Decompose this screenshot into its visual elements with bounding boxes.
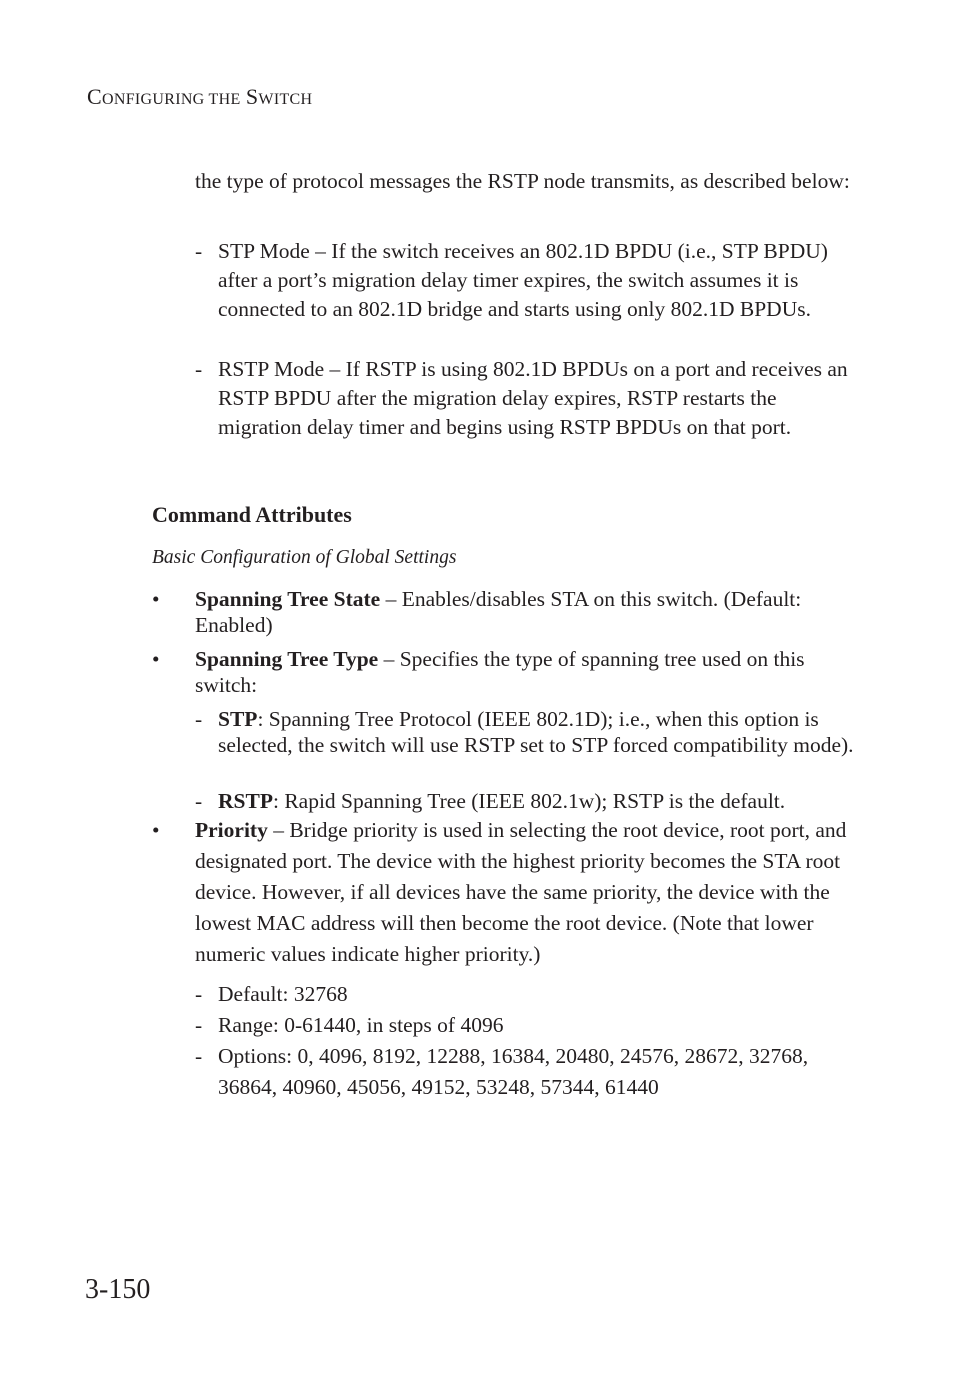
bullet-marker: • bbox=[152, 818, 160, 842]
header-rest-2: WITCH bbox=[258, 91, 313, 108]
term-label: Priority bbox=[195, 818, 268, 842]
term-label: RSTP bbox=[218, 789, 273, 813]
header-cap-1: C bbox=[87, 84, 102, 109]
dash-marker: - bbox=[195, 982, 203, 1006]
page-number: 3-150 bbox=[85, 1274, 151, 1305]
item-description: – Bridge priority is used in selecting the root device, root port, and designated port. The device with the highest priority becomes the STA root device. However, if all devices have the same priority, the device with the lowest MAC address will then become the root device. (Note that lower numeric values indicate higher priority.) bbox=[195, 818, 847, 966]
dash-marker: - bbox=[195, 1044, 203, 1068]
priority-options-item bbox=[195, 1041, 855, 1103]
stp-mode-item bbox=[195, 237, 855, 324]
item-description: – Specifies the type of spanning tree used on this switch: bbox=[195, 647, 805, 697]
priority-range-item bbox=[195, 1010, 855, 1041]
running-header bbox=[87, 84, 312, 110]
item-description: : Rapid Spanning Tree (IEEE 802.1w); RSTP is the default. bbox=[272, 789, 786, 813]
bullet-marker: • bbox=[152, 647, 160, 671]
dash-marker: - bbox=[195, 1013, 203, 1037]
item-description: Options: 0, 4096, 8192, 12288, 16384, 20480, 24576, 28672, 32768, 36864, 40960, 45056, 49152, 53248, 57344, 61440 bbox=[218, 1044, 809, 1099]
intro-paragraph: the type of protocol messages the RSTP node transmits, as described below: bbox=[195, 169, 850, 193]
dash-marker: - bbox=[195, 239, 203, 263]
spanning-tree-state-item bbox=[152, 586, 855, 638]
section-heading: Command Attributes bbox=[152, 502, 352, 527]
section-subheading: Basic Configuration of Global Settings bbox=[152, 547, 457, 568]
priority-item bbox=[152, 815, 855, 970]
spanning-tree-type-item bbox=[152, 646, 855, 698]
bullet-marker: • bbox=[152, 587, 160, 611]
priority-default-item bbox=[195, 979, 855, 1010]
stp-option-item bbox=[195, 706, 855, 758]
term-label: Spanning Tree Type bbox=[195, 647, 379, 671]
stp-mode-text: STP Mode – If the switch receives an 802.1D BPDU (i.e., STP BPDU) after a port’s migration delay timer expires, the switch assumes it is connected to an 802.1D bridge and starts using only 802.1D BPDUs. bbox=[218, 239, 828, 321]
dash-marker: - bbox=[195, 789, 203, 813]
term-label: Spanning Tree State bbox=[195, 587, 381, 611]
item-description: : Spanning Tree Protocol (IEEE 802.1D); i.e., when this option is selected, the switch will use RSTP set to STP forced compatibility mode). bbox=[218, 707, 854, 757]
rstp-option-item bbox=[195, 788, 855, 814]
dash-marker: - bbox=[195, 707, 203, 731]
header-cap-2: S bbox=[245, 84, 259, 109]
item-description: – Enables/disables STA on this switch. (Default: Enabled) bbox=[195, 587, 802, 637]
rstp-mode-item bbox=[195, 355, 855, 442]
rstp-mode-text: RSTP Mode – If RSTP is using 802.1D BPDUs on a port and receives an RSTP BPDU after the migration delay expires, RSTP restarts the migration delay timer and begins using RSTP BPDUs on that port. bbox=[218, 357, 848, 439]
item-description: Default: 32768 bbox=[218, 982, 348, 1006]
header-rest-1: ONFIGURING THE bbox=[101, 91, 241, 108]
term-label: STP bbox=[218, 707, 258, 731]
dash-marker: - bbox=[195, 357, 203, 381]
item-description: Range: 0-61440, in steps of 4096 bbox=[218, 1013, 504, 1037]
